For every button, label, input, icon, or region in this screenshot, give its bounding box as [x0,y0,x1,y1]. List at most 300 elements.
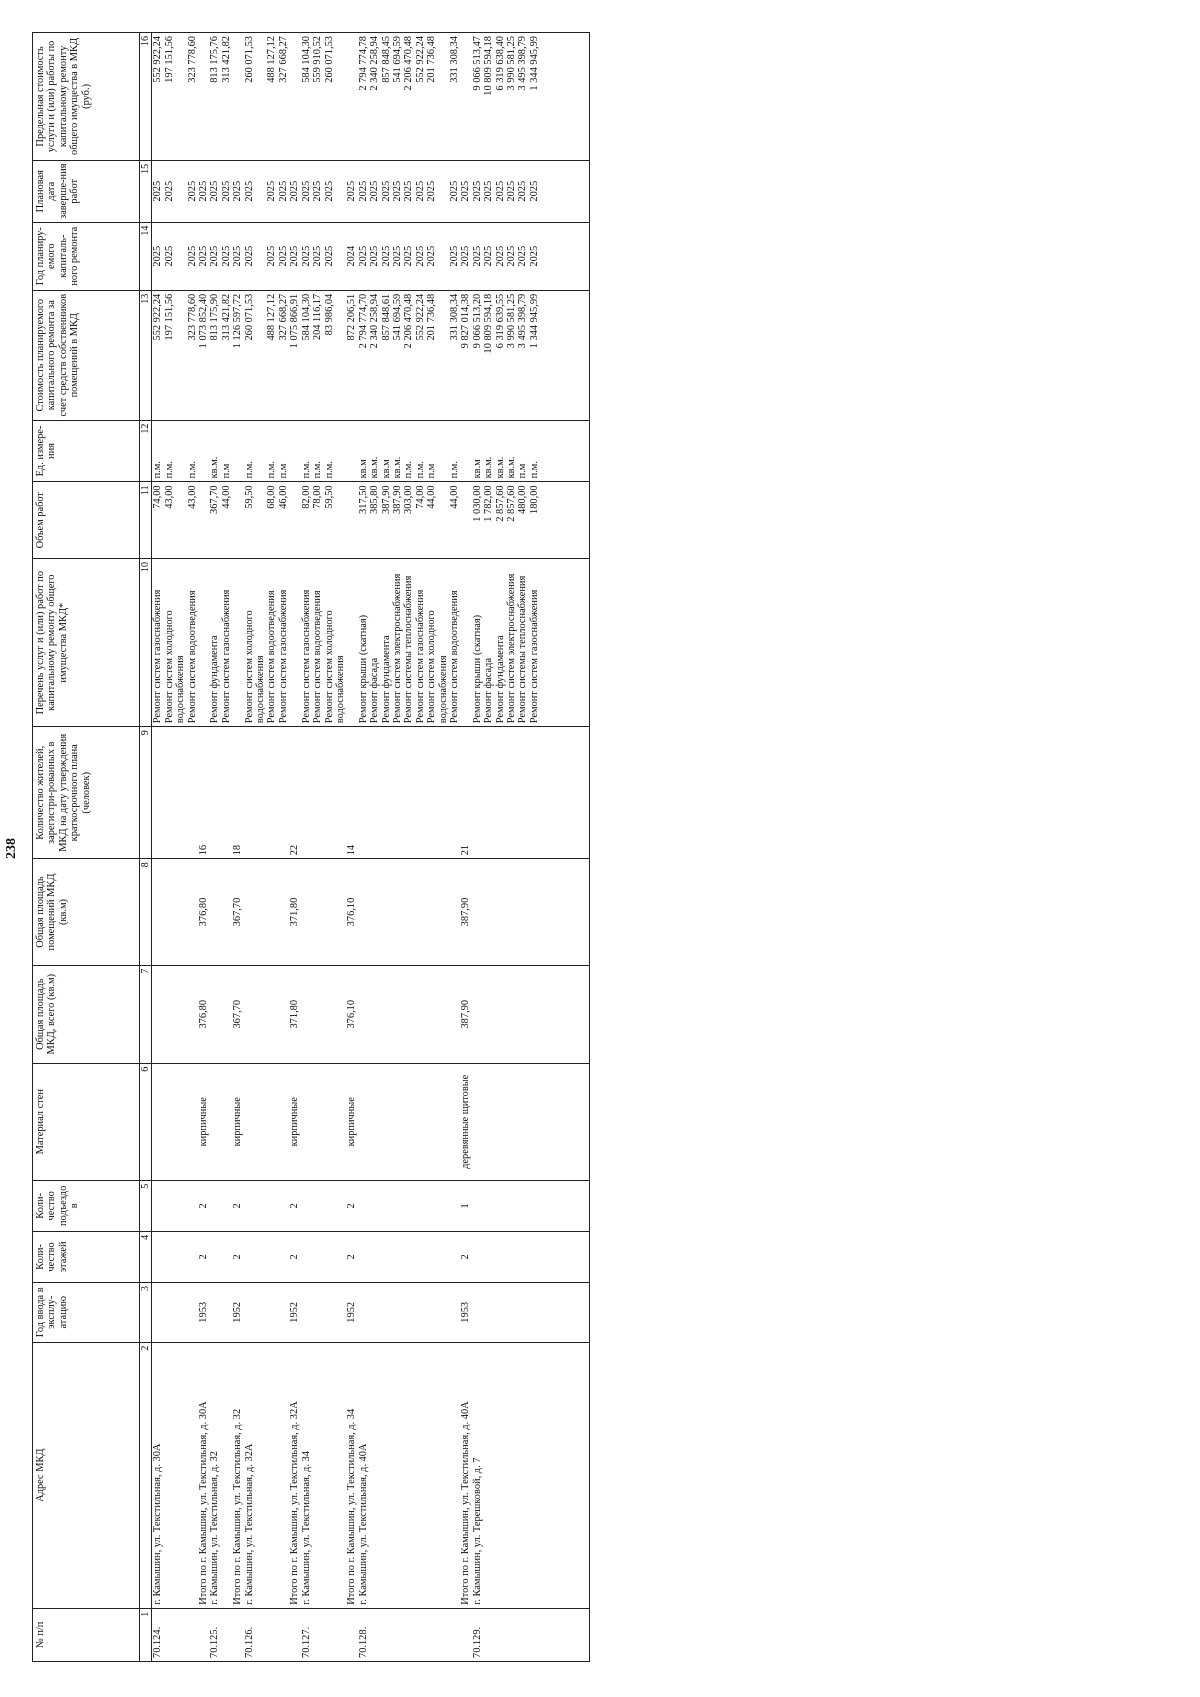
cell-cost: 813 175,90 [209,290,220,420]
cell-id [221,1608,232,1661]
cell-address: Итого по г. Камышин, ул. Текстильная, д. 32 [232,1342,243,1608]
col-header-14: Год планиру-емого капиталь-ного ремонта [33,222,140,290]
cell-area-total [152,965,164,1063]
cell-end: 2025 [164,160,187,222]
cell-floors [449,1231,460,1282]
cell-year-built [164,1282,187,1342]
cell-wall: кирпичные [198,1063,209,1180]
col-header-3: Год ввода в эксплу-атацию [33,1282,140,1342]
cell-work: Ремонт систем холодного водоснабжения [164,559,187,727]
cell-volume: 387,90 [392,482,403,559]
cell-end: 2025 [209,160,220,222]
cell-unit [460,420,471,482]
col-number: 4 [140,1231,152,1282]
cell-unit: п.м. [449,420,460,482]
cell-volume: 74,00 [415,482,426,559]
cell-end: 2025 [392,160,403,222]
cell-year: 2025 [415,222,426,290]
cell-entrances: 2 [198,1180,209,1231]
cell-id [346,1608,357,1661]
cell-entrances [495,1180,506,1231]
cell-year: 2025 [460,222,471,290]
cell-floors [278,1231,289,1282]
cell-end: 2025 [403,160,414,222]
cell-year-built [483,1282,494,1342]
cell-entrances [301,1180,312,1231]
cell-floors [209,1231,220,1282]
cell-area-rooms [483,859,494,965]
cell-area-rooms: 376,10 [346,859,357,965]
cell-limit [346,33,357,161]
cell-address [278,1342,289,1608]
cell-residents [392,727,403,859]
cell-year-built [426,1282,449,1342]
cell-unit: п.м. [324,420,347,482]
cell-unit: кв.м. [392,420,403,482]
cell-work: Ремонт систем газоснабжения [529,559,590,727]
cell-address: Итого по г. Камышин, ул. Текстильная, д. 32А [289,1342,300,1608]
cell-cost: 1 126 597,72 [232,290,243,420]
cell-year-built [506,1282,517,1342]
cell-residents: 22 [289,727,300,859]
cell-area-rooms [517,859,528,965]
col-header-6: Материал стен [33,1063,140,1180]
cell-area-rooms [495,859,506,965]
col-number: 14 [140,222,152,290]
cell-entrances [324,1180,347,1231]
cell-address: г. Камышин, ул. Текстильная, д. 32А [244,1342,267,1608]
cell-address: г. Камышин, ул. Текстильная, д. 32 [209,1342,220,1608]
cell-year-built [209,1282,220,1342]
cell-id [164,1608,187,1661]
col-header-15: Плановая дата заверше-ния работ [33,160,140,222]
cell-address [426,1342,449,1608]
cell-residents: 14 [346,727,357,859]
cell-year-built: 1952 [289,1282,300,1342]
cell-residents [358,727,369,859]
cell-year: 2025 [426,222,449,290]
cell-area-rooms [152,859,164,965]
cell-cost: 1 344 945,99 [529,290,590,420]
cell-limit: 201 736,48 [426,33,449,161]
cell-limit: 488 127,12 [266,33,277,161]
cell-cost: 260 071,53 [244,290,267,420]
cell-volume: 78,00 [312,482,323,559]
cell-limit: 813 175,76 [209,33,220,161]
cell-address: Итого по г. Камышин, ул. Текстильная, д. 30А [198,1342,209,1608]
cell-work [346,559,357,727]
cell-work: Ремонт фундамента [209,559,220,727]
cell-residents [369,727,380,859]
col-header-12: Ед. измере-ния [33,420,140,482]
cell-end: 2025 [187,160,198,222]
cell-residents [209,727,220,859]
cell-unit: п.м [517,420,528,482]
cell-entrances [403,1180,414,1231]
cell-year: 2025 [266,222,277,290]
cell-volume: 46,00 [278,482,289,559]
cell-unit: п.м. [244,420,267,482]
cell-year-built [312,1282,323,1342]
col-number: 16 [140,33,152,161]
cell-work: Ремонт систем газоснабжения [152,559,164,727]
total-row [289,33,300,1662]
cell-address [369,1342,380,1608]
cell-entrances [278,1180,289,1231]
cell-address [449,1342,460,1608]
cell-wall [506,1063,517,1180]
cell-year: 2025 [244,222,267,290]
cell-address [483,1342,494,1608]
cell-floors [472,1231,483,1282]
cell-wall: деревянные щитовые [460,1063,471,1180]
total-row [232,33,243,1662]
cell-entrances: 2 [289,1180,300,1231]
work-row [152,33,164,1662]
cell-volume: 2 857,60 [506,482,517,559]
cell-volume: 44,00 [221,482,232,559]
cell-area-total [495,965,506,1063]
cell-limit: 3 495 398,79 [517,33,528,161]
cell-year: 2025 [449,222,460,290]
cell-residents [381,727,392,859]
cell-area-rooms [369,859,380,965]
cell-entrances [449,1180,460,1231]
cell-cost: 313 421,82 [221,290,232,420]
cell-floors: 2 [346,1231,357,1282]
cell-entrances [152,1180,164,1231]
cell-wall [152,1063,164,1180]
cell-end: 2025 [415,160,426,222]
cell-residents [449,727,460,859]
cell-end: 2025 [324,160,347,222]
cell-limit: 552 922,24 [152,33,164,161]
cell-area-total [244,965,267,1063]
cell-volume [198,482,209,559]
cell-floors [187,1231,198,1282]
cell-unit: кв.м. [495,420,506,482]
cell-wall [415,1063,426,1180]
cell-area-rooms [529,859,590,965]
cell-residents [483,727,494,859]
cell-residents [426,727,449,859]
cell-unit: кв.м [472,420,483,482]
cell-area-rooms: 371,80 [289,859,300,965]
cell-wall [209,1063,220,1180]
cell-year-built [152,1282,164,1342]
cell-floors [358,1231,369,1282]
cell-year: 2025 [495,222,506,290]
cell-year: 2025 [381,222,392,290]
cell-residents [301,727,312,859]
cell-year: 2025 [198,222,209,290]
cell-area-total [164,965,187,1063]
cell-floors [324,1231,347,1282]
work-row [529,33,590,1662]
cell-residents [244,727,267,859]
cell-year: 2024 [346,222,357,290]
cell-work: Ремонт системы теплоснабжения [517,559,528,727]
cell-year: 2025 [472,222,483,290]
work-row [324,33,347,1662]
cell-floors [495,1231,506,1282]
cell-volume [289,482,300,559]
cell-area-rooms [164,859,187,965]
cell-work: Ремонт крыши (скатная) [472,559,483,727]
cell-area-rooms [358,859,369,965]
cell-limit [232,33,243,161]
cell-end: 2025 [426,160,449,222]
cell-entrances [506,1180,517,1231]
cell-year-built [495,1282,506,1342]
cell-limit: 3 990 581,25 [506,33,517,161]
cell-entrances: 1 [460,1180,471,1231]
cell-limit: 260 071,53 [244,33,267,161]
cell-wall [187,1063,198,1180]
cell-id [289,1608,300,1661]
cell-work: Ремонт систем водоотведения [449,559,460,727]
cell-cost: 3 495 398,79 [517,290,528,420]
cell-wall [529,1063,590,1180]
cell-volume: 385,80 [369,482,380,559]
work-row [164,33,187,1662]
cell-id: 70.124. [152,1608,164,1661]
cell-limit: 313 421,82 [221,33,232,161]
cell-wall: кирпичные [232,1063,243,1180]
cell-end: 2025 [358,160,369,222]
cell-address: г. Камышин, ул. Текстильная, д. 30А [152,1342,164,1608]
cell-year-built: 1953 [460,1282,471,1342]
col-number: 10 [140,559,152,727]
cell-address [324,1342,347,1608]
cell-limit [460,33,471,161]
cell-area-total [369,965,380,1063]
cell-limit: 2 794 774,78 [358,33,369,161]
cell-residents [266,727,277,859]
cell-cost: 83 986,04 [324,290,347,420]
table-body [152,33,589,1662]
cell-cost: 552 922,24 [415,290,426,420]
cell-floors [221,1231,232,1282]
col-number: 11 [140,482,152,559]
cell-unit: кв.м [381,420,392,482]
cell-year-built [517,1282,528,1342]
cell-wall [392,1063,403,1180]
cell-year: 2025 [369,222,380,290]
cell-limit [198,33,209,161]
cell-volume: 387,90 [381,482,392,559]
cell-work [232,559,243,727]
cell-end: 2025 [460,160,471,222]
cell-volume: 44,00 [426,482,449,559]
cell-volume: 303,00 [403,482,414,559]
cell-area-rooms [312,859,323,965]
cell-end: 2025 [266,160,277,222]
cell-work: Ремонт систем водоотведения [312,559,323,727]
cell-year: 2025 [278,222,289,290]
cell-limit: 541 694,59 [392,33,403,161]
cell-address [221,1342,232,1608]
cell-year: 2025 [506,222,517,290]
cell-residents [529,727,590,859]
cell-floors [301,1231,312,1282]
work-row [415,33,426,1662]
work-row [358,33,369,1662]
cell-cost: 197 151,56 [164,290,187,420]
cell-work [198,559,209,727]
cell-volume: 480,00 [517,482,528,559]
cell-wall [495,1063,506,1180]
cell-residents [278,727,289,859]
total-row [460,33,471,1662]
cell-year-built [472,1282,483,1342]
cell-cost: 3 990 581,25 [506,290,517,420]
cell-id [198,1608,209,1661]
cell-residents [221,727,232,859]
cell-address [392,1342,403,1608]
cell-year: 2025 [232,222,243,290]
cell-floors [164,1231,187,1282]
cell-volume [232,482,243,559]
cell-entrances [529,1180,590,1231]
col-number: 6 [140,1063,152,1180]
cell-entrances [209,1180,220,1231]
cell-residents [164,727,187,859]
cell-area-total [381,965,392,1063]
cell-year: 2025 [301,222,312,290]
cell-entrances [312,1180,323,1231]
cell-area-rooms [221,859,232,965]
cell-unit [198,420,209,482]
cell-id: 70.125. [209,1608,220,1661]
col-number: 5 [140,1180,152,1231]
cell-cost: 204 116,17 [312,290,323,420]
cell-area-rooms [426,859,449,965]
cell-id [324,1608,347,1661]
cell-entrances: 2 [346,1180,357,1231]
cell-work: Ремонт систем водоотведения [266,559,277,727]
cell-area-total: 371,80 [289,965,300,1063]
work-row [483,33,494,1662]
cell-area-rooms [209,859,220,965]
cell-entrances [381,1180,392,1231]
cell-unit: кв.м. [369,420,380,482]
cell-area-rooms [324,859,347,965]
cell-year: 2025 [517,222,528,290]
cell-unit: кв.м [358,420,369,482]
cell-year-built [415,1282,426,1342]
cell-volume: 1 782,00 [483,482,494,559]
cell-wall [483,1063,494,1180]
col-number: 1 [140,1608,152,1661]
cell-end: 2025 [278,160,289,222]
cell-limit: 197 151,56 [164,33,187,161]
cell-wall [472,1063,483,1180]
cell-floors [506,1231,517,1282]
cell-work: Ремонт систем водоотведения [187,559,198,727]
cell-area-total [449,965,460,1063]
cell-address: г. Камышин, ул. Текстильная, д. 40А [358,1342,369,1608]
cell-address [381,1342,392,1608]
cell-wall [278,1063,289,1180]
cell-residents [187,727,198,859]
page-number: 238 [4,838,19,859]
cell-address [415,1342,426,1608]
cell-area-rooms [381,859,392,965]
cell-cost: 584 104,30 [301,290,312,420]
cell-id [460,1608,471,1661]
cell-area-total [506,965,517,1063]
work-row [266,33,277,1662]
cell-volume [460,482,471,559]
cell-cost: 857 848,61 [381,290,392,420]
cell-entrances [187,1180,198,1231]
cell-end: 2025 [198,160,209,222]
col-header-10: Перечень услуг и (или) работ по капитальному ремонту общего имущества МКД* [33,559,140,727]
cell-work [289,559,300,727]
cell-year: 2025 [187,222,198,290]
cell-entrances [369,1180,380,1231]
cell-id [392,1608,403,1661]
cell-entrances: 2 [232,1180,243,1231]
cell-unit [289,420,300,482]
cell-address: г. Камышин, ул. Текстильная, д. 34 [301,1342,312,1608]
cell-volume: 68,00 [266,482,277,559]
cell-end: 2025 [152,160,164,222]
cell-id [426,1608,449,1661]
cell-address [517,1342,528,1608]
capital-repair-table [32,32,590,1662]
cell-area-total [187,965,198,1063]
cell-id [529,1608,590,1661]
cell-area-rooms [403,859,414,965]
cell-id [415,1608,426,1661]
cell-entrances [221,1180,232,1231]
cell-address [403,1342,414,1608]
cell-id [369,1608,380,1661]
cell-floors [426,1231,449,1282]
header-row [33,33,140,1662]
cell-id: 70.129. [472,1608,483,1661]
cell-limit: 559 910,52 [312,33,323,161]
cell-volume: 82,00 [301,482,312,559]
cell-area-rooms [244,859,267,965]
col-number: 3 [140,1282,152,1342]
cell-id [312,1608,323,1661]
cell-cost: 1 075 866,91 [289,290,300,420]
cell-volume [346,482,357,559]
cell-end: 2025 [483,160,494,222]
cell-floors [381,1231,392,1282]
cell-wall: кирпичные [289,1063,300,1180]
col-header-5: Коли-чество подъездо в [33,1180,140,1231]
col-header-16: Предельная стоимость услуги и (или) работы по капитальному ремонту общего имущества в МКД (руб.) [33,33,140,161]
cell-work: Ремонт систем холодного водоснабжения [324,559,347,727]
cell-unit: п.м [426,420,449,482]
cell-cost: 2 206 470,48 [403,290,414,420]
cell-work: Ремонт фасада [369,559,380,727]
work-row [244,33,267,1662]
cell-volume: 59,50 [244,482,267,559]
cell-limit: 9 066 513,47 [472,33,483,161]
cell-area-total [403,965,414,1063]
cell-work: Ремонт фундамента [381,559,392,727]
cell-wall [301,1063,312,1180]
cell-area-total: 387,90 [460,965,471,1063]
col-header-4: Коли-чество этажей [33,1231,140,1282]
cell-area-total [426,965,449,1063]
cell-area-rooms [415,859,426,965]
